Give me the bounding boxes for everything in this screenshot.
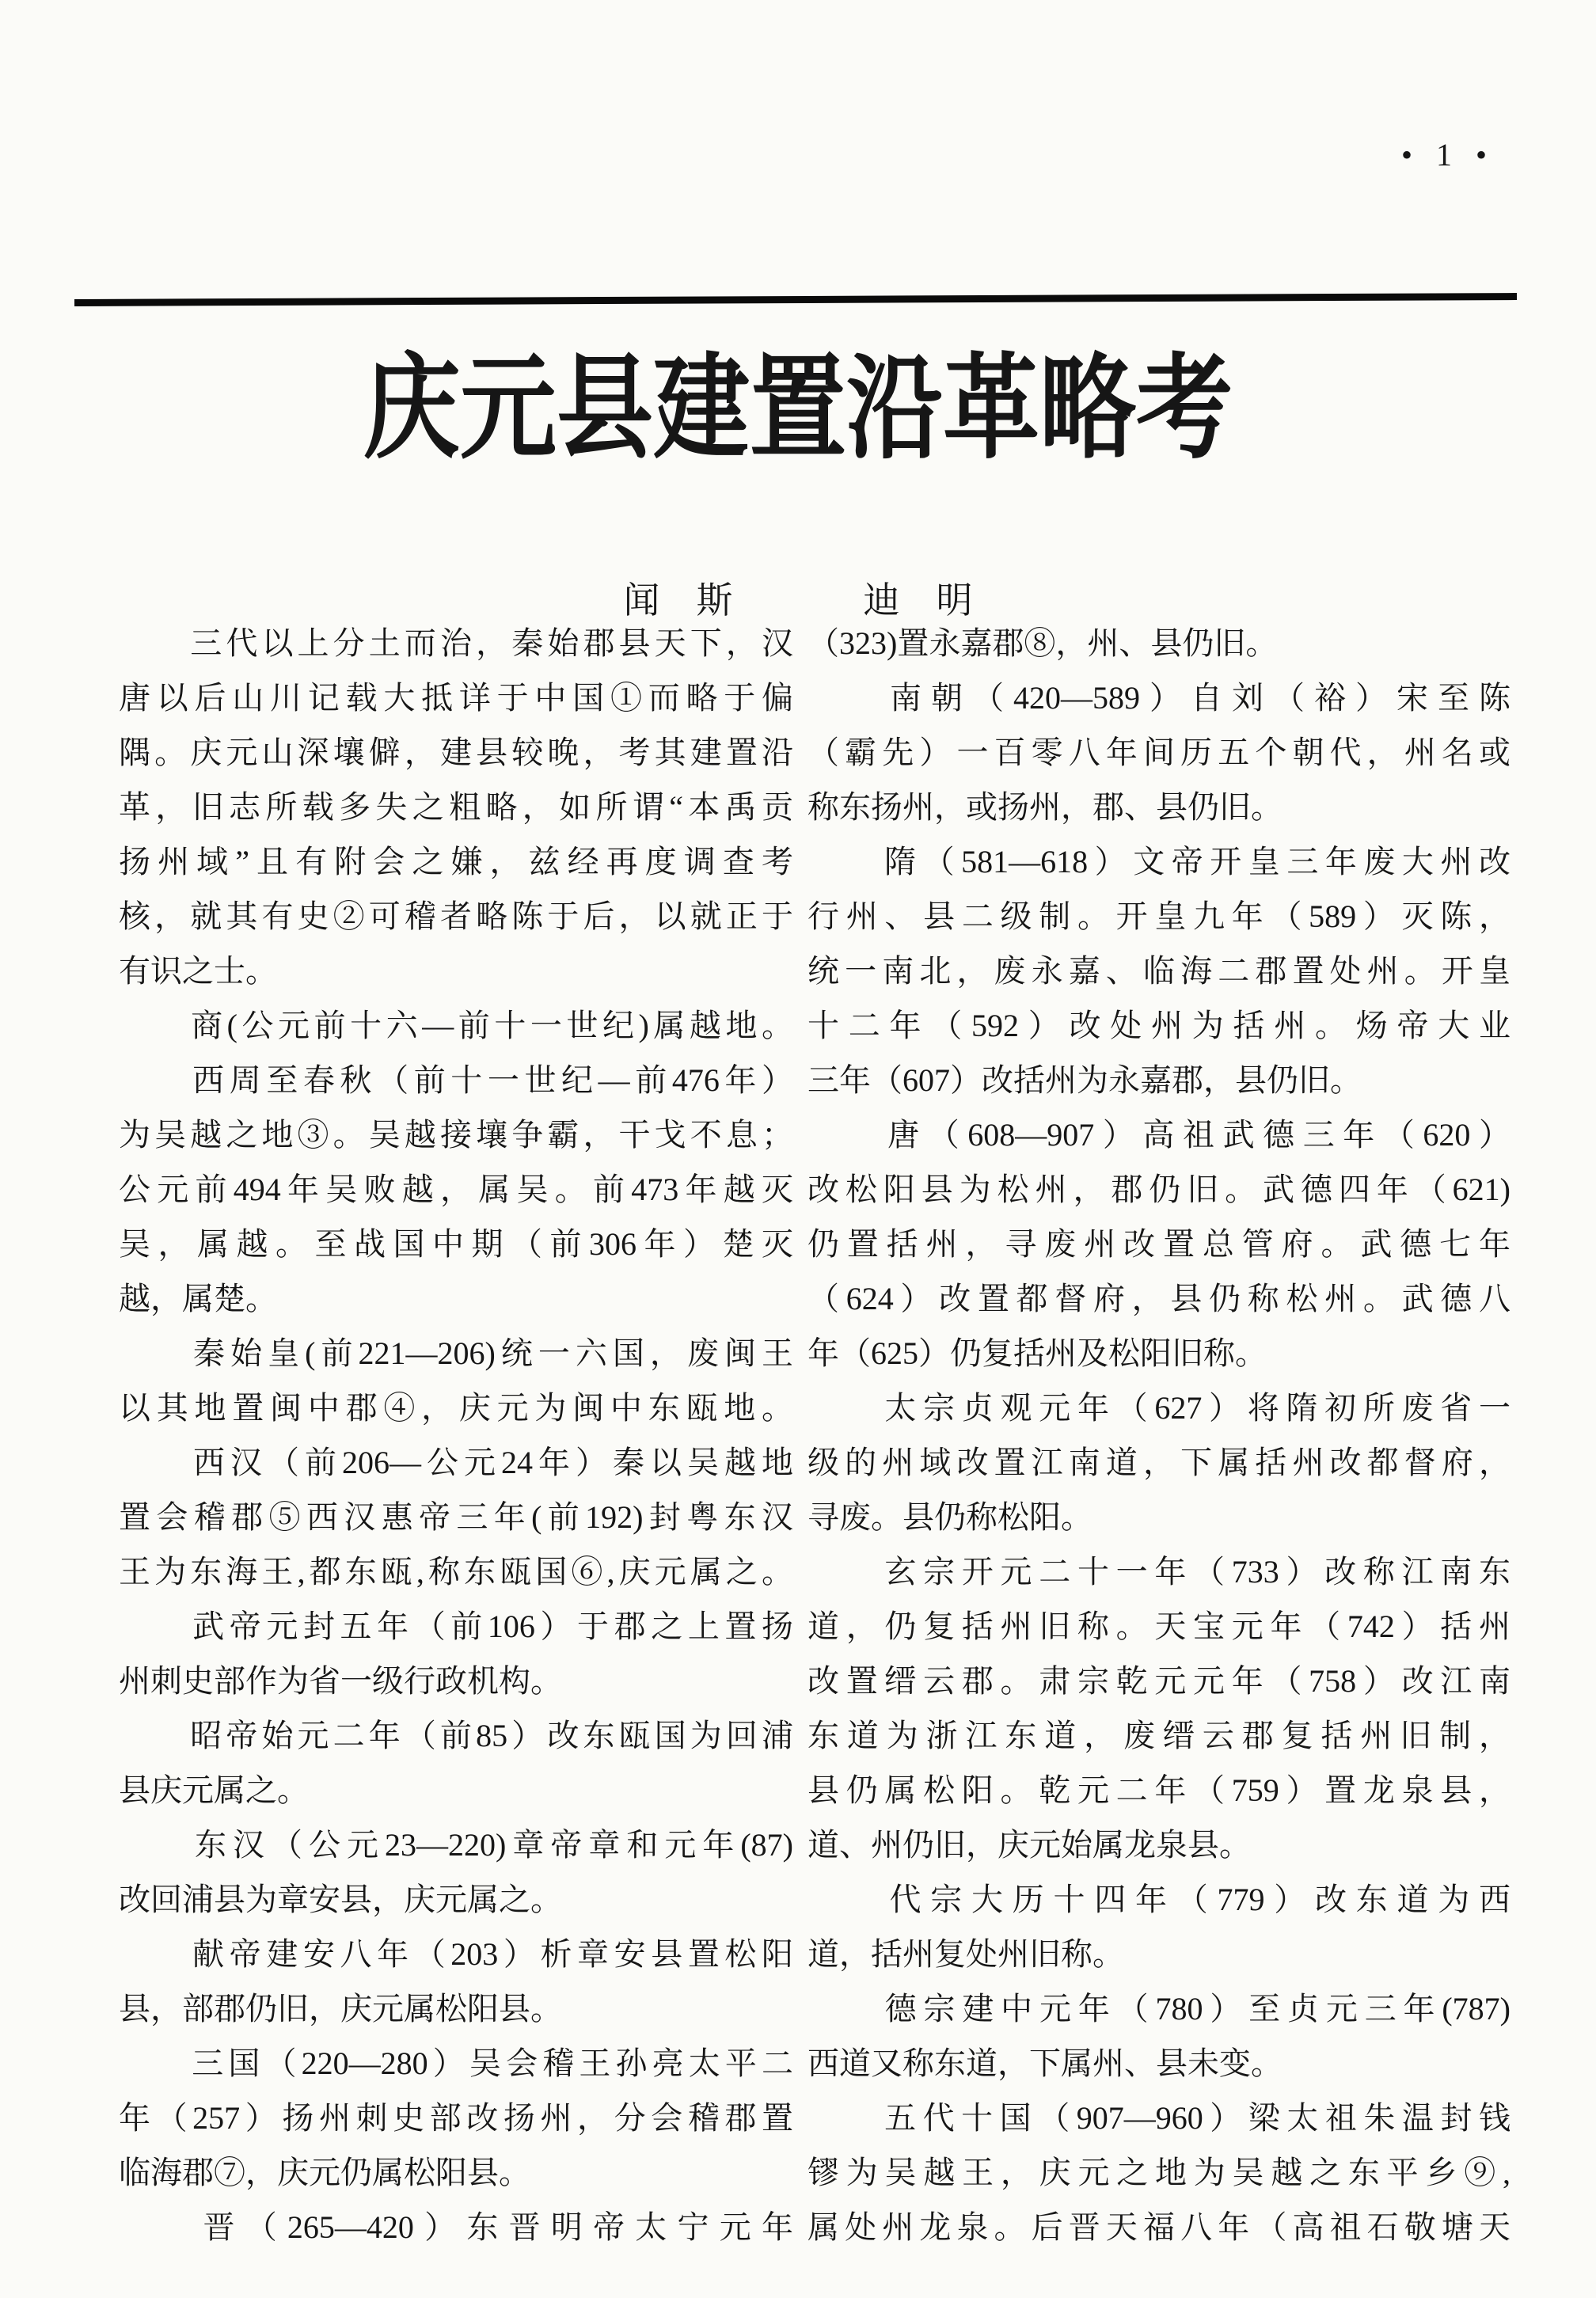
text-line: （霸先）一百零八年间历五个朝代，州名或 xyxy=(808,735,1510,770)
text-line: 改置缙云郡。肃宗乾元元年（758）改江南 xyxy=(808,1663,1510,1699)
text-line: 为吴越之地③。吴越接壤争霸，干戈不息； xyxy=(119,1117,793,1153)
text-line: 公元前494年吴败越，属吴。前473年越灭 xyxy=(119,1172,793,1207)
text-line: 武帝元封五年（前106）于郡之上置扬 xyxy=(119,1609,793,1644)
text-line: 南朝（420—589）自刘（裕）宋至陈 xyxy=(808,680,1510,716)
body-columns xyxy=(119,616,1512,2254)
text-line: 西道又称东道，下属州、县未变。 xyxy=(808,2045,1282,2081)
text-line: 三年（607）改括州为永嘉郡，县仍旧。 xyxy=(808,1062,1362,1098)
text-line: 称东扬州，或扬州，郡、县仍旧。 xyxy=(808,789,1282,825)
text-line: 镠为吴越王，庆元之地为吴越之东平乡⑨, xyxy=(808,2155,1510,2190)
text-line: 唐以后山川记载大抵详于中国①而略于偏 xyxy=(119,680,793,716)
text-line: 德宗建中元年（780）至贞元三年(787) xyxy=(808,1991,1510,2026)
text-line: 革，旧志所载多失之粗略，如所谓“本禹贡 xyxy=(119,789,793,825)
text-line: 道，仍复括州旧称。天宝元年（742）括州 xyxy=(808,1609,1510,1644)
text-line: 置会稽郡⑤西汉惠帝三年(前192)封粤东汉 xyxy=(119,1499,793,1535)
text-line: 州刺史部作为省一级行政机构。 xyxy=(119,1663,562,1699)
text-line: 有识之士。 xyxy=(119,953,277,989)
article-title: 庆元县建置沿革略考 xyxy=(363,346,1233,473)
text-line: 道，括州复处州旧称。 xyxy=(808,1936,1124,1972)
text-line: （323)置永嘉郡⑧，州、县仍旧。 xyxy=(808,625,1278,661)
page-number: • 1 • xyxy=(1401,137,1495,173)
text-line: 以其地置闽中郡④，庆元为闽中东瓯地。 xyxy=(119,1390,793,1426)
text-line: 属处州龙泉。后晋天福八年（高祖石敬塘天 xyxy=(808,2209,1510,2245)
text-line: 商(公元前十六—前十一世纪)属越地。 xyxy=(119,1008,793,1043)
text-line: 改松阳县为松州，郡仍旧。武德四年（621) xyxy=(808,1172,1510,1207)
text-line: 献帝建安八年（203）析章安县置松阳 xyxy=(119,1936,793,1972)
text-line: 十二年（592）改处州为括州。炀帝大业 xyxy=(808,1008,1510,1043)
author-name-1: 闻 斯 xyxy=(623,580,733,621)
text-line: 秦始皇(前221—206)统一六国，废闽王 xyxy=(119,1335,793,1371)
text-line: 吴，属越。至战国中期（前306年）楚灭 xyxy=(119,1226,793,1262)
text-line: 县，部郡仍旧，庆元属松阳县。 xyxy=(119,1991,562,2026)
text-line: 统一南北，废永嘉、临海二郡置处州。开皇 xyxy=(808,953,1510,989)
text-line: 年（625）仍复括州及松阳旧称。 xyxy=(808,1335,1267,1371)
text-line: 改回浦县为章安县，庆元属之。 xyxy=(119,1882,562,1917)
text-line: 西汉（前206—公元24年）秦以吴越地 xyxy=(119,1445,793,1480)
text-line: 级的州域改置江南道，下属括州改都督府， xyxy=(808,1445,1510,1480)
text-line: 县仍属松阳。乾元二年（759）置龙泉县， xyxy=(808,1772,1510,1808)
text-line: 五代十国（907—960）梁太祖朱温封钱 xyxy=(808,2100,1510,2136)
text-line: 隅。庆元山深壤僻，建县较晚，考其建置沿 xyxy=(119,735,793,770)
text-line: 唐（608—907）高祖武德三年（620） xyxy=(808,1117,1510,1153)
author-name-2: 迪 明 xyxy=(863,580,973,621)
text-line: 三代以上分土而治，秦始郡县天下，汉 xyxy=(119,625,793,661)
text-line: （624）改置都督府，县仍称松州。武德八 xyxy=(808,1281,1510,1316)
text-line: 太宗贞观元年（627）将隋初所废省一 xyxy=(808,1390,1510,1426)
text-line: 仍置括州，寻废州改置总管府。武德七年 xyxy=(808,1226,1510,1262)
text-line: 越，属楚。 xyxy=(119,1281,277,1316)
text-line: 行州、县二级制。开皇九年（589）灭陈， xyxy=(808,898,1510,934)
text-line: 三国（220—280）吴会稽王孙亮太平二 xyxy=(119,2045,793,2081)
text-line: 县庆元属之。 xyxy=(119,1772,309,1808)
text-line: 代宗大历十四年（779）改东道为西 xyxy=(808,1882,1510,1917)
text-line: 晋（265—420）东晋明帝太宁元年 xyxy=(119,2209,793,2245)
text-line: 王为东海王,都东瓯,称东瓯国⑥,庆元属之。 xyxy=(119,1554,793,1590)
text-line: 寻废。县仍称松阳。 xyxy=(808,1499,1092,1535)
text-line: 东汉（公元23—220)章帝章和元年(87) xyxy=(119,1827,793,1863)
text-line: 昭帝始元二年（前85）改东瓯国为回浦 xyxy=(119,1718,793,1753)
text-line: 临海郡⑦，庆元仍属松阳县。 xyxy=(119,2155,530,2190)
text-line: 西周至春秋（前十一世纪—前476年） xyxy=(119,1062,793,1098)
text-line: 扬州域”且有附会之嫌，兹经再度调查考 xyxy=(119,844,793,879)
text-line: 道、州仍旧，庆元始属龙泉县。 xyxy=(808,1827,1251,1863)
header-rule xyxy=(74,293,1517,306)
left-column xyxy=(119,616,793,2254)
text-line: 东道为浙江东道，废缙云郡复括州旧制， xyxy=(808,1718,1510,1753)
text-line: 隋（581—618）文帝开皇三年废大州改 xyxy=(808,844,1510,879)
text-line: 玄宗开元二十一年（733）改称江南东 xyxy=(808,1554,1510,1590)
text-line: 年（257）扬州刺史部改扬州，分会稽郡置 xyxy=(119,2100,793,2136)
right-column xyxy=(808,616,1510,2254)
text-line: 核，就其有史②可稽者略陈于后，以就正于 xyxy=(119,898,793,934)
